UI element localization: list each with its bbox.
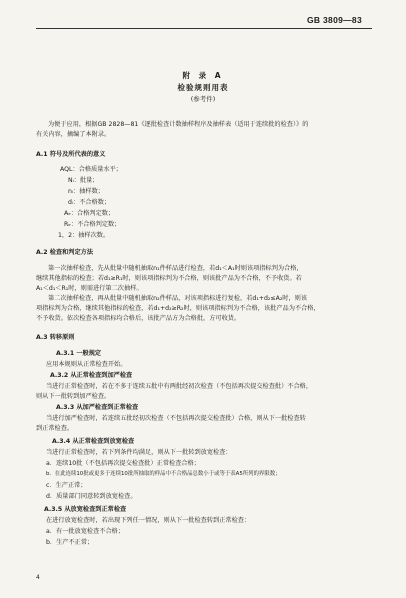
list-item: a．连续10批（不包括再次提交检查批）正常检查合格； <box>46 460 200 467</box>
standard-number: GB 3809—83 <box>307 15 362 25</box>
paragraph-line: 应用本规则从正常检查开始。 <box>46 361 127 368</box>
section-heading-a1: A.1 符号及所代表的意义 <box>36 151 106 158</box>
symbol-item: dᵢ：不合格数； <box>68 199 111 206</box>
list-item: b．生产不正常； <box>46 539 94 546</box>
subsection-heading: A.3.3 从加严检查到正常检查 <box>56 404 139 411</box>
symbol-item: nᵢ：抽样数； <box>68 188 104 195</box>
paragraph-line: 不予收货。依次检查各项指标均合格后，该批产品方为合格批，方可收货。 <box>36 315 241 322</box>
list-item: c．生产正常； <box>46 482 87 489</box>
section-heading-a3: A.3 转移原则 <box>36 334 75 341</box>
subsection-heading: A.3.4 从正常检查到放宽检查 <box>52 438 135 445</box>
page-number: 4 <box>36 574 40 581</box>
subsection-heading: A.3.1 一般规定 <box>56 350 102 357</box>
symbol-item: Aₑ：合格判定数； <box>64 210 115 217</box>
appendix-note: (参考件) <box>190 95 216 103</box>
symbol-item: Rₑ：不合格判定数； <box>64 221 121 228</box>
symbol-item: 1，2：抽样次数。 <box>58 232 110 239</box>
intro-line: 为便于应用，根据GB 2828—81《逐批检查计数抽样程序及抽样表（适用于连续批的检查）》的 <box>48 121 309 128</box>
paragraph-line: 当进行正常检查时，若在不多于连续五批中有两批经初次检查（不包括再次提交检查批）不合格， <box>46 383 313 390</box>
subsection-heading: A.3.5 从放宽检查到正常检查 <box>44 506 127 513</box>
list-item: b．在此连续10批或更多于连续10批所抽取的样品中不合格品总数小于或等于表A5所列的界限数； <box>46 471 281 477</box>
intro-line: 有关内容，摘编了本附录。 <box>36 131 111 138</box>
paragraph-line: 项指标判为合格，继续其他指标的检查，若d₁+d₂≥R₂时，则该项指标判为不合格，该批产品为不合格， <box>36 305 320 312</box>
paragraph-line: A₁＜d₁＜R₁时，则需进行第二次抽样。 <box>36 285 143 292</box>
section-heading-a2: A.2 检查和判定方法 <box>36 249 94 256</box>
paragraph-line: 当进行加严检查时，若连续五批经初次检查（不包括再次提交检查批）合格，则从下一批检查转 <box>46 415 306 422</box>
list-item: a．有一批放宽检查不合格； <box>46 528 125 535</box>
subsection-heading: A.3.2 从正常检查到加严检查 <box>50 372 133 379</box>
paragraph-line: 到正常检查。 <box>36 425 74 432</box>
symbol-item: Nᵢ：批量； <box>68 177 99 184</box>
paragraph-line: 继续其他指标的检查；若d₁≥R₁时，则该项指标判为不合格，则该批产品为不合格，不予收货。若 <box>36 275 302 282</box>
paragraph-line: 在进行放宽检查时，若出现下列任一情况，则从下一批检查转到正常检查： <box>46 517 251 524</box>
symbol-item: AQL：合格质量水平； <box>60 166 122 173</box>
paragraph-line: 当进行正常检查时，若下列条件均满足，则从下一批转到放宽检查： <box>46 449 232 456</box>
paragraph-line: 则从下一批转到加严检查。 <box>36 393 111 400</box>
list-item: d．质量部门同意转到放宽检查。 <box>46 493 137 500</box>
appendix-title: 检验规则用表 <box>177 83 229 92</box>
paragraph-line: 第一次抽样检查，先从批量中随机抽取n₁件样品进行检查，若d₁＜A₁时则该项指标判为合格， <box>48 265 303 272</box>
paragraph-line: 第二次抽样检查，再从批量中随机抽取n₂件样品，对该项指标进行复检，若d₁+d₂≤A₂时，则该 <box>48 295 308 302</box>
header-rule <box>36 28 372 29</box>
appendix-label: 附 录 A <box>182 71 224 80</box>
